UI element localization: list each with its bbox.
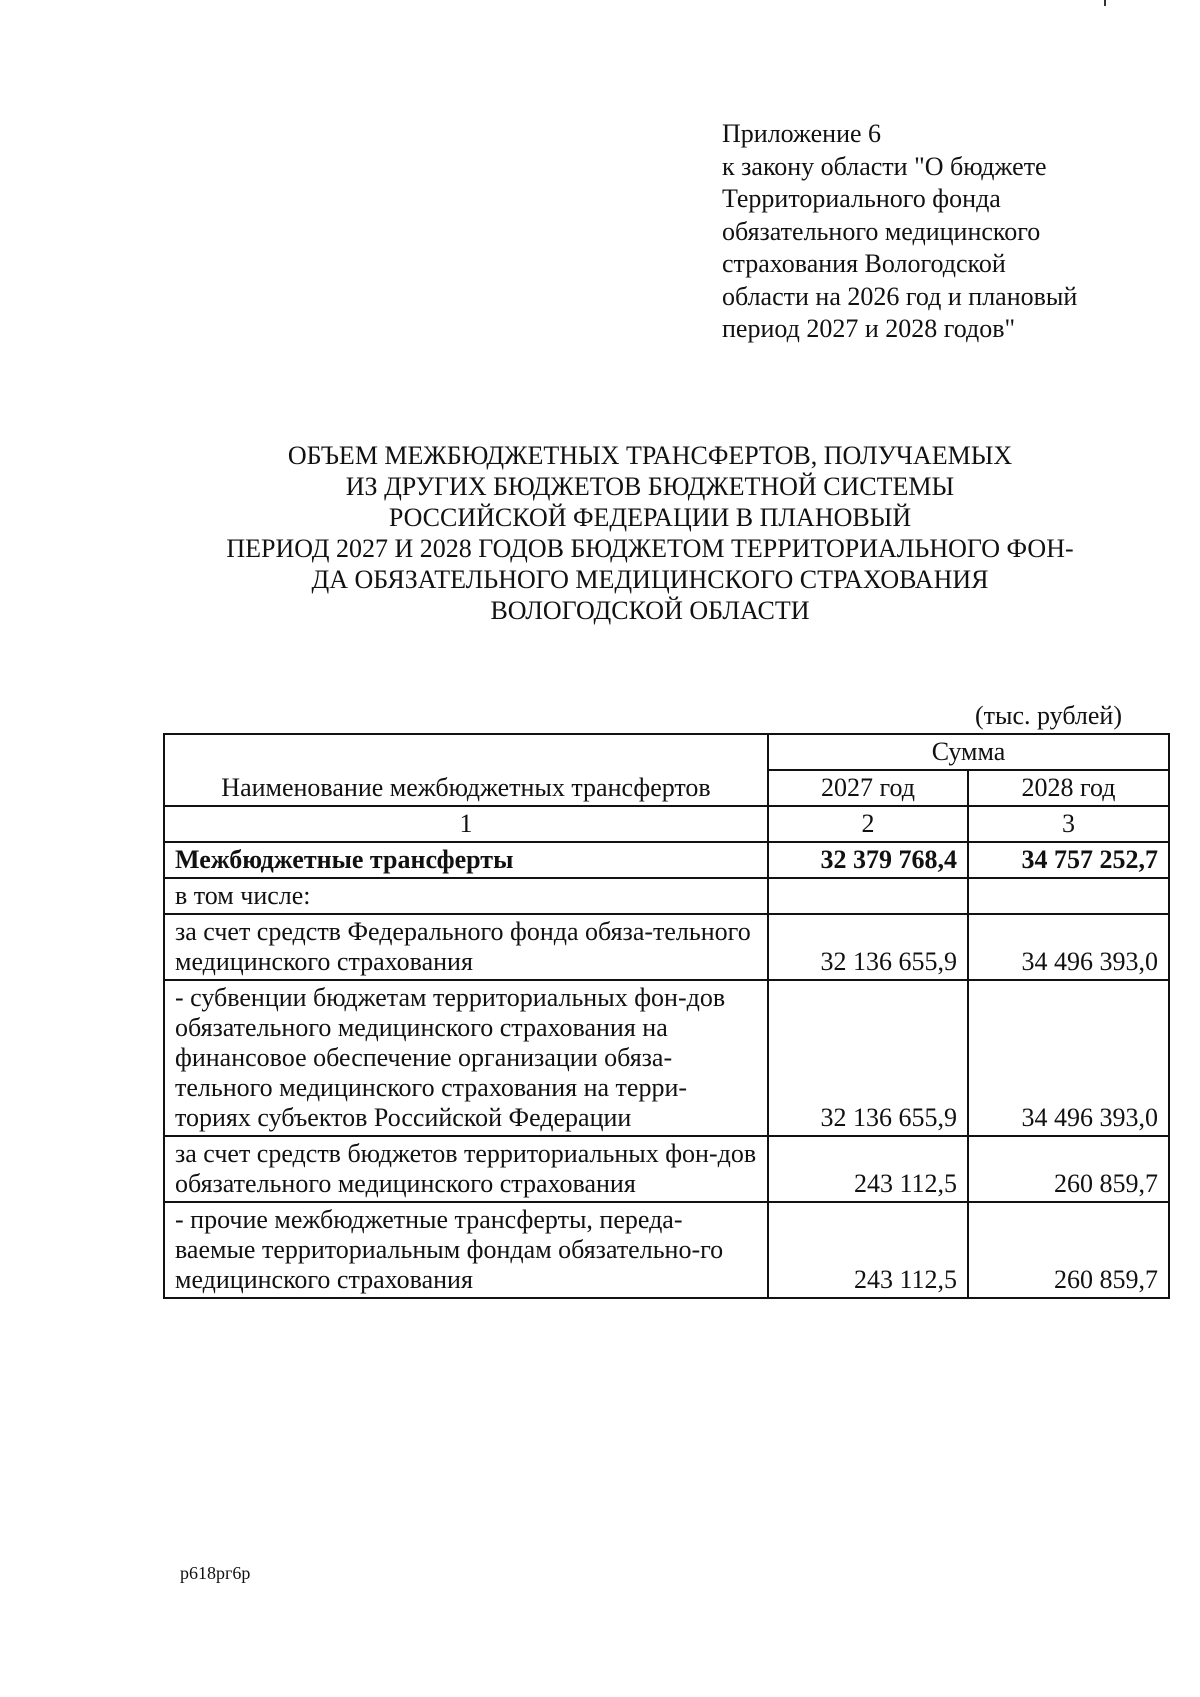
value-2027: 243 112,5: [768, 1136, 968, 1202]
header-sum: Сумма: [768, 734, 1169, 770]
document-code: р618рг6р: [180, 1563, 251, 1583]
col-number: 1: [164, 806, 768, 842]
appendix-line: к закону области "О бюджете: [722, 151, 1047, 181]
value-2028: 34 757 252,7: [968, 842, 1169, 878]
table-row: [164, 1202, 1169, 1298]
col-number: 2: [768, 806, 968, 842]
row-name: в том числе:: [164, 878, 768, 914]
document-title: [150, 440, 1150, 626]
value-2028: 260 859,7: [968, 1136, 1169, 1202]
header-year-2027: 2027 год: [768, 770, 968, 806]
title-line: ДА ОБЯЗАТЕЛЬНОГО МЕДИЦИНСКОГО СТРАХОВАНИЯ: [311, 565, 989, 594]
appendix-line: области на 2026 год и плановый: [722, 281, 1078, 311]
table-row: [164, 914, 1169, 980]
transfers-table: [163, 733, 1170, 1299]
value-2027: 32 136 655,9: [768, 980, 968, 1136]
column-numbers-row: [164, 806, 1169, 842]
value-2028: 34 496 393,0: [968, 914, 1169, 980]
table-row: [164, 980, 1169, 1136]
title-line: ИЗ ДРУГИХ БЮДЖЕТОВ БЮДЖЕТНОЙ СИСТЕМЫ: [345, 472, 955, 501]
value-2027: 243 112,5: [768, 1202, 968, 1298]
value-2027: 32 136 655,9: [768, 914, 968, 980]
row-name: за счет средств Федерального фонда обяза-тельного медицинского страхования: [164, 914, 768, 980]
appendix-line: Территориального фонда: [722, 184, 1001, 213]
row-name: - прочие межбюджетные трансферты, переда-ваемые территориальным фондам обязательно-го медицинского страхования: [164, 1202, 768, 1298]
value-2027: 32 379 768,4: [768, 842, 968, 878]
row-name: Межбюджетные трансферты: [164, 842, 768, 878]
appendix-header: [722, 118, 1142, 346]
title-line: РОССИЙСКОЙ ФЕДЕРАЦИИ В ПЛАНОВЫЙ: [388, 503, 912, 532]
appendix-line: Приложение 6: [722, 119, 882, 148]
row-name: за счет средств бюджетов территориальных фон-дов обязательного медицинского страхования: [164, 1136, 768, 1202]
appendix-line: страхования Вологодской: [722, 249, 1006, 278]
title-line: ВОЛОГОДСКОЙ ОБЛАСТИ: [490, 596, 810, 625]
table-header-row: [164, 734, 1169, 770]
title-line: ОБЪЕМ МЕЖБЮДЖЕТНЫХ ТРАНСФЕРТОВ, ПОЛУЧАЕМЫХ: [287, 441, 1013, 470]
value-2028: 260 859,7: [968, 1202, 1169, 1298]
table-row: [164, 878, 1169, 914]
scan-mark-top: [1104, 0, 1106, 6]
row-name: - субвенции бюджетам территориальных фон-дов обязательного медицинского страхования на финансовое обеспечение организации обяза-тельного медицинского страхования на терри-ториях субъектов Российской Федерации: [164, 980, 768, 1136]
header-name: Наименование межбюджетных трансфертов: [164, 734, 768, 806]
units-label: (тыс. рублей): [974, 701, 1122, 730]
table-row: [164, 1136, 1169, 1202]
value-2027: [768, 878, 968, 914]
value-2028: 34 496 393,0: [968, 980, 1169, 1136]
value-2028: [968, 878, 1169, 914]
title-line: ПЕРИОД 2027 И 2028 ГОДОВ БЮДЖЕТОМ ТЕРРИТОРИАЛЬНОГО ФОН-: [226, 534, 1074, 563]
table-row-total: [164, 842, 1169, 878]
appendix-line: период 2027 и 2028 годов": [722, 314, 1016, 343]
appendix-line: обязательного медицинского: [722, 216, 1041, 246]
header-year-2028: 2028 год: [968, 770, 1169, 806]
col-number: 3: [968, 806, 1169, 842]
